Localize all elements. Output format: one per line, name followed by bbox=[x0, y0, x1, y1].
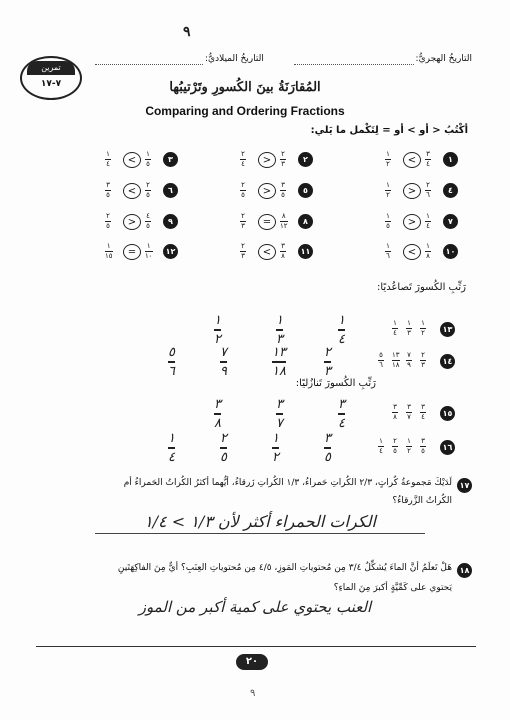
comparison-left-fraction-denominator: ٤ bbox=[426, 160, 430, 168]
comparison-number: ٨ bbox=[298, 214, 313, 229]
given-fraction-numerator: ١ bbox=[421, 319, 425, 327]
hijri-date-field[interactable] bbox=[294, 64, 414, 65]
comparison-right-fraction-numerator: ٢ bbox=[106, 212, 110, 220]
q17-answer[interactable]: الكرات الحمراء أكثر لأن ١/٣ > ١/٤ bbox=[95, 512, 425, 534]
comparison-right-fraction-denominator: ٥ bbox=[106, 222, 110, 230]
ordering-number: ١٥ bbox=[440, 406, 455, 421]
comparison-sign-answer[interactable]: < bbox=[258, 244, 276, 260]
answer-numerator: ٣ bbox=[214, 397, 221, 412]
given-fraction-numerator: ١٣ bbox=[392, 351, 400, 359]
answer-fraction[interactable] bbox=[220, 346, 227, 378]
answer-numerator: ١ bbox=[338, 313, 345, 328]
comparison-number: ٦ bbox=[163, 183, 178, 198]
comparison-right-fraction-denominator: ٤ bbox=[106, 160, 110, 168]
comparison-right-fraction bbox=[385, 151, 391, 168]
answer-denominator: ٤ bbox=[168, 450, 175, 465]
comparison-right-fraction-numerator: ٢ bbox=[241, 212, 245, 220]
answer-numerator: ٢ bbox=[324, 345, 331, 360]
ascending-title: رَتِّبِ الكُسورَ تَصاعُديًا: bbox=[377, 282, 466, 293]
answer-numerator: ٧ bbox=[220, 345, 227, 360]
answer-numerator: ٥ bbox=[168, 345, 175, 360]
comparison-right-fraction-denominator: ٥ bbox=[386, 222, 390, 230]
comparison-number: ١١ bbox=[298, 244, 313, 259]
comparison-left-fraction-numerator: ١ bbox=[146, 242, 151, 250]
footer-rule bbox=[36, 646, 476, 647]
page-number-bottom: ٩ bbox=[250, 688, 256, 699]
answer-denominator: ١٨ bbox=[272, 364, 286, 379]
answer-fraction[interactable] bbox=[168, 432, 175, 464]
comparison-left-fraction-denominator: ١٠ bbox=[145, 252, 153, 260]
comparison-left-fraction bbox=[425, 182, 431, 199]
answer-fraction[interactable] bbox=[168, 346, 175, 378]
comparison-left-fraction-numerator: ٢ bbox=[281, 150, 285, 158]
given-fraction-denominator: ٩ bbox=[407, 361, 411, 369]
comparison-left-fraction bbox=[280, 182, 286, 199]
comparison-right-fraction-denominator: ١٥ bbox=[105, 252, 113, 260]
answer-bar bbox=[214, 413, 221, 415]
given-fraction-numerator: ١ bbox=[407, 319, 411, 327]
hijri-date-label: التاريخُ الهجريُّ: bbox=[415, 54, 472, 64]
answer-denominator: ٢ bbox=[272, 450, 279, 465]
given-fraction bbox=[392, 404, 398, 421]
given-fraction bbox=[392, 352, 400, 369]
comparison-sign-answer[interactable]: = bbox=[123, 244, 141, 260]
comparison-sign-answer[interactable]: > bbox=[403, 183, 421, 199]
comparison-right-fraction bbox=[240, 243, 246, 260]
given-fraction bbox=[406, 352, 412, 369]
comparison-left-fraction-denominator: ٥ bbox=[146, 222, 150, 230]
answer-numerator: ١ bbox=[168, 431, 175, 446]
answer-denominator: ٣ bbox=[276, 332, 283, 347]
answer-fraction[interactable] bbox=[214, 314, 221, 346]
given-fraction-numerator: ٧ bbox=[407, 351, 411, 359]
ordering-number: ١٦ bbox=[440, 440, 455, 455]
page-number-top: ٩ bbox=[183, 24, 191, 40]
answer-numerator: ١ bbox=[272, 431, 279, 446]
comparison-sign-answer[interactable]: = bbox=[258, 214, 276, 230]
given-fraction bbox=[378, 352, 384, 369]
answer-fraction[interactable] bbox=[220, 432, 227, 464]
answer-numerator: ٢ bbox=[220, 431, 227, 446]
answer-numerator: ٣ bbox=[276, 397, 283, 412]
comparison-right-fraction bbox=[105, 243, 113, 260]
comparison-right-fraction bbox=[240, 182, 246, 199]
given-fraction bbox=[406, 438, 412, 455]
answer-bar bbox=[272, 361, 286, 363]
comparison-left-fraction bbox=[280, 213, 288, 230]
given-fraction bbox=[378, 438, 384, 455]
answer-denominator: ٨ bbox=[214, 416, 221, 431]
answer-denominator: ٩ bbox=[220, 364, 227, 379]
given-fraction-numerator: ١ bbox=[407, 437, 411, 445]
given-fraction-denominator: ٤ bbox=[379, 447, 383, 455]
given-fraction bbox=[420, 438, 426, 455]
answer-denominator: ٥ bbox=[220, 450, 227, 465]
comparison-right-fraction-numerator: ١ bbox=[106, 150, 110, 158]
given-fraction bbox=[392, 320, 398, 337]
comparison-sign-answer[interactable]: < bbox=[403, 244, 421, 260]
comparison-left-fraction-denominator: ٨ bbox=[426, 252, 430, 260]
given-fraction-denominator: ٧ bbox=[407, 413, 411, 421]
answer-numerator: ٣ bbox=[338, 397, 345, 412]
comparison-sign-answer[interactable]: > bbox=[258, 183, 276, 199]
q18-number: ١٨ bbox=[457, 563, 472, 578]
q18-answer[interactable]: العنب يحتوي على كمية أكبر من الموز bbox=[138, 598, 372, 616]
comparison-left-fraction-numerator: ٢ bbox=[146, 181, 150, 189]
given-fraction-numerator: ٣ bbox=[393, 403, 397, 411]
answer-fraction[interactable] bbox=[276, 398, 283, 430]
title-english: Comparing and Ordering Fractions bbox=[145, 104, 345, 118]
q18-text-line2: يَحتوي على كَمِّيَّةٍ أكبرَ مِنَ الماءِ؟ bbox=[333, 583, 452, 593]
descending-title: رَتِّبِ الكُسورَ تَنازُليًا: bbox=[295, 378, 376, 389]
answer-bar bbox=[272, 447, 279, 449]
gregorian-date-label: التاريخُ الميلاديُّ: bbox=[205, 54, 264, 64]
comparison-left-fraction bbox=[425, 213, 431, 230]
comparison-right-fraction-denominator: ٥ bbox=[106, 191, 110, 199]
q17-number: ١٧ bbox=[457, 478, 472, 493]
answer-fraction[interactable] bbox=[338, 314, 345, 346]
given-fraction-numerator: ١ bbox=[393, 319, 397, 327]
exercise-badge bbox=[20, 56, 82, 100]
given-fraction-denominator: ٨ bbox=[393, 413, 397, 421]
answer-denominator: ٢ bbox=[214, 332, 221, 347]
given-fraction-denominator: ١٨ bbox=[392, 361, 400, 369]
comparison-left-fraction bbox=[425, 243, 431, 260]
given-fraction-numerator: ٢ bbox=[393, 437, 397, 445]
comparison-left-fraction-numerator: ٤ bbox=[146, 212, 150, 220]
comparison-right-fraction-numerator: ٢ bbox=[241, 181, 245, 189]
comparison-sign-answer[interactable]: > bbox=[403, 214, 421, 230]
answer-bar bbox=[338, 413, 345, 415]
comparison-left-fraction bbox=[145, 151, 151, 168]
badge-code: ٧-١٧ bbox=[40, 79, 62, 89]
given-fraction-denominator: ٣ bbox=[407, 329, 411, 337]
comparison-number: ٧ bbox=[443, 214, 458, 229]
answer-fraction[interactable] bbox=[276, 314, 283, 346]
comparison-left-fraction bbox=[145, 243, 153, 260]
comparison-sign-answer[interactable]: < bbox=[123, 152, 141, 168]
comparison-right-fraction-denominator: ٤ bbox=[241, 160, 245, 168]
answer-numerator: ١ bbox=[214, 313, 221, 328]
given-fraction-numerator: ٥ bbox=[379, 351, 383, 359]
given-fraction bbox=[406, 404, 412, 421]
comparison-left-fraction-numerator: ٢ bbox=[426, 181, 430, 189]
answer-bar bbox=[168, 447, 175, 449]
answer-fraction[interactable] bbox=[214, 398, 221, 430]
answer-numerator: ١٣ bbox=[272, 345, 286, 360]
comparison-left-fraction bbox=[280, 243, 286, 260]
answer-fraction[interactable] bbox=[272, 346, 286, 378]
given-fraction-denominator: ٤ bbox=[393, 329, 397, 337]
comparison-left-fraction-denominator: ٣ bbox=[281, 160, 285, 168]
comparison-left-fraction-denominator: ٥ bbox=[281, 191, 285, 199]
given-fraction bbox=[420, 352, 426, 369]
comparison-right-fraction bbox=[385, 213, 391, 230]
given-fraction-denominator: ٥ bbox=[421, 447, 425, 455]
q17-text-line1: لَدَيْكَ مَجموعةُ كُراتٍ، ٢/٣ الكُراتِ حَمراءُ، ١/٣ الكُراتِ زَرقاءُ، أيُّهما أكثرُ الكُراتُ الحَمراءُ أم bbox=[123, 478, 452, 488]
comparison-right-fraction-denominator: ٦ bbox=[386, 252, 390, 260]
answer-fraction[interactable] bbox=[338, 398, 345, 430]
title-arabic: المُقارَنَةُ بينَ الكُسورِ وتَرْتيبُها bbox=[169, 80, 321, 95]
badge-title: تمرين bbox=[27, 61, 75, 75]
comparison-left-fraction-numerator: ١ bbox=[426, 212, 430, 220]
footer-page-badge: ٢٠ bbox=[236, 654, 268, 670]
given-fraction-numerator: ٣ bbox=[421, 403, 425, 411]
answer-numerator: ٣ bbox=[324, 431, 331, 446]
comparison-right-fraction-numerator: ١ bbox=[386, 242, 390, 250]
given-fraction-denominator: ٥ bbox=[393, 447, 397, 455]
comparison-left-fraction bbox=[425, 151, 431, 168]
comparison-right-fraction-numerator: ٣ bbox=[106, 181, 110, 189]
comparison-number: ١٠ bbox=[443, 244, 458, 259]
comparison-left-fraction-denominator: ٤ bbox=[426, 222, 430, 230]
comparison-left-fraction-denominator: ٥ bbox=[146, 160, 150, 168]
answer-bar bbox=[276, 329, 283, 331]
given-fraction-numerator: ٣ bbox=[421, 437, 425, 445]
answer-fraction[interactable] bbox=[272, 432, 279, 464]
given-fraction-numerator: ٢ bbox=[421, 351, 425, 359]
answer-denominator: ٧ bbox=[276, 416, 283, 431]
comparison-left-fraction-denominator: ٥ bbox=[146, 191, 150, 199]
given-fraction bbox=[420, 404, 426, 421]
given-fraction bbox=[406, 320, 412, 337]
given-fraction-denominator: ٢ bbox=[421, 329, 425, 337]
comparison-left-fraction-denominator: ٨ bbox=[281, 252, 285, 260]
comparison-right-fraction-denominator: ٣ bbox=[241, 222, 245, 230]
q17-text-line2: الكُراتُ الزَّرقاءُ؟ bbox=[392, 496, 452, 506]
comparison-right-fraction-numerator: ٢ bbox=[241, 242, 245, 250]
ordering-number: ١٣ bbox=[440, 322, 455, 337]
comparison-left-fraction-numerator: ٨ bbox=[281, 212, 286, 220]
comparison-right-fraction bbox=[385, 243, 391, 260]
answer-bar bbox=[324, 361, 331, 363]
answer-denominator: ٥ bbox=[324, 450, 331, 465]
given-fraction-numerator: ١ bbox=[379, 437, 383, 445]
comparison-right-fraction bbox=[105, 151, 111, 168]
comparison-right-fraction-numerator: ١ bbox=[386, 150, 390, 158]
comparison-left-fraction bbox=[145, 213, 151, 230]
comparison-right-fraction bbox=[240, 213, 246, 230]
answer-denominator: ٤ bbox=[338, 416, 345, 431]
answer-denominator: ٦ bbox=[168, 364, 175, 379]
comparison-right-fraction-numerator: ٢ bbox=[241, 150, 245, 158]
comparison-right-fraction-denominator: ٢ bbox=[386, 160, 390, 168]
comparison-left-fraction bbox=[280, 151, 286, 168]
comparison-right-fraction bbox=[240, 151, 246, 168]
comparison-left-fraction-numerator: ٣ bbox=[426, 150, 430, 158]
given-fraction-numerator: ٣ bbox=[407, 403, 411, 411]
comparison-number: ٢ bbox=[298, 152, 313, 167]
answer-fraction[interactable] bbox=[324, 346, 331, 378]
answer-bar bbox=[338, 329, 345, 331]
comparison-sign-answer[interactable]: > bbox=[258, 152, 276, 168]
comparison-right-fraction-denominator: ٣ bbox=[241, 252, 245, 260]
comparison-number: ٤ bbox=[443, 183, 458, 198]
comparison-number: ٥ bbox=[298, 183, 313, 198]
comparison-number: ٣ bbox=[163, 152, 178, 167]
comparison-right-fraction bbox=[385, 182, 391, 199]
comparison-left-fraction bbox=[145, 182, 151, 199]
comparison-left-fraction-numerator: ١ bbox=[146, 150, 150, 158]
instruction-text: أكْتُبُ < أو > أو = لِتَكْمل ما يَلي: bbox=[310, 125, 468, 136]
comparison-left-fraction-denominator: ١٢ bbox=[280, 222, 288, 230]
comparison-number: ١٢ bbox=[163, 244, 178, 259]
comparison-sign-answer[interactable]: > bbox=[123, 214, 141, 230]
given-fraction-denominator: ٦ bbox=[379, 361, 383, 369]
answer-bar bbox=[214, 329, 221, 331]
comparison-left-fraction-numerator: ٣ bbox=[281, 181, 285, 189]
given-fraction-denominator: ٤ bbox=[421, 413, 425, 421]
answer-numerator: ١ bbox=[276, 313, 283, 328]
comparison-left-fraction-numerator: ١ bbox=[426, 242, 430, 250]
comparison-right-fraction bbox=[105, 213, 111, 230]
comparison-right-fraction-numerator: ١ bbox=[386, 212, 390, 220]
given-fraction bbox=[420, 320, 426, 337]
comparison-left-fraction-denominator: ٦ bbox=[426, 191, 430, 199]
comparison-right-fraction bbox=[105, 182, 111, 199]
answer-denominator: ٤ bbox=[338, 332, 345, 347]
comparison-right-fraction-numerator: ١ bbox=[386, 181, 390, 189]
answer-bar bbox=[276, 413, 283, 415]
comparison-number: ٩ bbox=[163, 214, 178, 229]
comparison-number: ١ bbox=[443, 152, 458, 167]
comparison-right-fraction-numerator: ١ bbox=[106, 242, 111, 250]
comparison-sign-answer[interactable]: < bbox=[403, 152, 421, 168]
given-fraction-denominator: ٣ bbox=[421, 361, 425, 369]
given-fraction bbox=[392, 438, 398, 455]
comparison-right-fraction-denominator: ٥ bbox=[241, 191, 245, 199]
answer-bar bbox=[220, 447, 227, 449]
gregorian-date-field[interactable] bbox=[95, 64, 203, 65]
answer-fraction[interactable] bbox=[324, 432, 331, 464]
answer-bar bbox=[324, 447, 331, 449]
answer-bar bbox=[220, 361, 227, 363]
comparison-sign-answer[interactable]: < bbox=[123, 183, 141, 199]
given-fraction-denominator: ٢ bbox=[407, 447, 411, 455]
answer-denominator: ٣ bbox=[324, 364, 331, 379]
answer-bar bbox=[168, 361, 175, 363]
comparison-left-fraction-numerator: ٣ bbox=[281, 242, 285, 250]
q18-text-line1: هَلْ تَعلَمُ أنَّ الماءَ يُشكِّلُ ٣/٤ مِن مُحتوياتِ المَوزِ، ٤/٥ مِن مُحتوياتِ العِنَبِ؟ أيٌّ مِنَ الفاكِهَتَينِ bbox=[117, 563, 452, 573]
comparison-right-fraction-denominator: ٢ bbox=[386, 191, 390, 199]
ordering-number: ١٤ bbox=[440, 354, 455, 369]
